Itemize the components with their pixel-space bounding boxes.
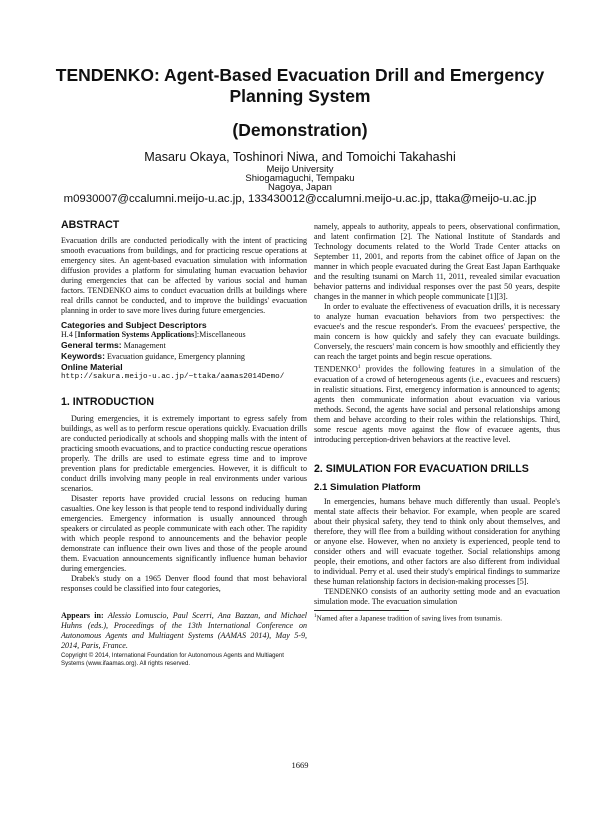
- affiliation-line: Shiogamaguchi, Tempaku: [245, 173, 355, 184]
- categories-block: [61, 320, 307, 382]
- categories-heading: Categories and Subject Descriptors: [61, 320, 207, 330]
- copyright-notice: Copyright © 2014, International Foundation for Autonomous Agents and Multiagent Systems (www.ifaamas.org). All rights reserved.: [61, 652, 284, 667]
- affiliation-line: Meijo University: [266, 164, 334, 175]
- online-material-heading: Online Material: [61, 362, 123, 372]
- footnote: [314, 612, 560, 622]
- intro-paragraph: Drabek's study on a 1965 Denver flood found that most behavioral responses could be classified into four categories,: [61, 574, 307, 593]
- appears-in-citation: Alessio Lomuscio, Paul Scerri, Ana Bazzan, and Michael Huhns (eds.), Proceedings of the 13th International Conference on Autonomous Agents and Multiagent Systems (AAMAS 2014), May 5-9, 2014, Paris, France.: [61, 611, 308, 650]
- online-material-url[interactable]: http://sakura.meijo-u.ac.jp/~ttaka/aamas2014Demo/: [61, 373, 285, 381]
- author-emails: m0930007@ccalumni.meijo-u.ac.jp, 133430012@ccalumni.meijo-u.ac.jp, ttaka@meijo-u.ac.jp: [63, 193, 537, 205]
- appears-in-lead: Appears in:: [61, 611, 104, 620]
- appears-in-text: [61, 611, 307, 651]
- category-code: H.4 [: [61, 330, 78, 339]
- paper-title: TENDENKO: Agent-Based Evacuation Drill and Emergency Planning System: [55, 65, 545, 106]
- keywords-heading: Keywords:: [61, 351, 105, 361]
- footnote-mark: 1: [314, 613, 317, 619]
- intro-paragraph: During emergencies, it is extremely important to egress safely from buildings, as well as to perform rescue operations quickly. Evacuation drills are conducted periodically at schools and shopping malls with the intent of practicing smooth evacuations, and to practice conducting rescue operations properly. The drills are used to estimate egress time and to improve prevention plans for predictable emergencies. However, it is difficult to conduct drills involving many people in real environments under various scenarios.: [61, 414, 307, 493]
- abstract-heading: ABSTRACT: [61, 219, 120, 231]
- footnote-ref[interactable]: 1: [357, 364, 361, 370]
- tendenko-name: TENDENKO: [314, 364, 358, 374]
- page-number: 1669: [291, 760, 309, 770]
- keywords-line: [61, 351, 307, 362]
- general-terms-value: Management: [123, 341, 166, 350]
- keywords-value: Evacuation guidance, Emergency planning: [106, 352, 245, 361]
- affiliation-line: Nagoya, Japan: [268, 182, 332, 193]
- left-column: [61, 219, 307, 668]
- subsection-2-1-heading: 2.1 Simulation Platform: [314, 481, 421, 493]
- category-name: Information Systems Applications: [77, 330, 195, 339]
- category-rest: ]:Miscellaneous: [194, 330, 246, 339]
- section-2-heading: 2. SIMULATION FOR EVACUATION DRILLS: [314, 462, 529, 475]
- intro-paragraph: Disaster reports have provided crucial lessons on reducing human casualties. One key lesson is that people tend to respond individually during emergencies. Emergency information is usually announced through speakers or circulated as people communicate with each other. The rapidity with which people respond to announcements and the behavior people demonstrate can influence their own lives and those of the people around them. Evacuation announcements significantly influence human behavior during emergencies.: [61, 494, 307, 573]
- body-paragraph: [314, 362, 560, 445]
- body-paragraph: In emergencies, humans behave much differently than usual. People's mental state affects their behavior. For example, when people are scared about their physical safety, they tend to think only about themselves, and therefore, they will flee from a building without consideration for anything or anyone else. However, when no anxiety is experienced, people tend to consider others and will evacuate together. Social relationships among people, their emotions, and other factors are also different from individual to individual. Perry et al. used their study's empirical findings to summarize these human relationship factors in decision-making processes [5].: [314, 496, 560, 586]
- footnote-text: Named after a Japanese tradition of saving lives from tsunamis.: [316, 613, 503, 623]
- footnote-separator: [314, 610, 409, 611]
- right-column: [314, 222, 560, 622]
- body-paragraph: namely, appeals to authority, appeals to peers, observational confirmation, and latent confirmation [2]. The National Institute of Standards and Technology documents related to the World Trade Center attacks on September 11, 2001, and reports from the cabinet office of Japan on the manner in which people evacuated during the Great East Japan Earthquake and the resulting tsunami on March 11, 2011, revealed similar evacuation behavior patterns and individual responses over the past 50 years, despite changes in the manner in which people communicate [1][3].: [314, 222, 560, 301]
- body-paragraph: TENDENKO consists of an authority setting mode and an evacuation simulation mode. The evacuation simulation: [314, 586, 560, 606]
- general-terms-heading: General terms:: [61, 340, 122, 350]
- categories-line: [61, 330, 307, 340]
- author-list: Masaru Okaya, Toshinori Niwa, and Tomoichi Takahashi: [144, 150, 456, 164]
- body-paragraph-text: provides the following features in a simulation of the evacuation of a crowd of heterogeneous agents (i.e., evacuees and rescuers) in realistic situations. First, emergency information is announced to agents; agents then communicate information about evacuation via various methods. Second, the agents have social and personal relationships among them and behave according to their roles within the relationships. Third, some rescue agents move against the flow of evacuee agents, thus introducing perception-driven behaviors at the reactive level.: [314, 364, 560, 444]
- introduction-heading: 1. INTRODUCTION: [61, 396, 154, 408]
- appears-in-block: [61, 611, 307, 668]
- body-paragraph: In order to evaluate the effectiveness of evacuation drills, it is necessary to analyze human evacuation behaviors from two perspectives: the evacuee's and the rescue responder's. From the evacuees' perspective, the main concern is how quickly and safely they can evacuate buildings. Conversely, the rescuers' main concern is how smoothly and efficiently they can reach the target points and begin rescue operations.: [314, 302, 560, 361]
- general-terms-line: [61, 340, 307, 351]
- paper-subtitle: (Demonstration): [232, 120, 368, 140]
- abstract-text: Evacuation drills are conducted periodically with the intent of practicing smooth evacuations from buildings, and for practicing rescue operations at emergency sites. An agent-based evacuation simulation with information diffusion provides a platform for simulating human evacuation behavior during emergencies that can be affected by various social and human factors. TENDENKO aims to conduct evacuation drills at buildings where real drills cannot be conducted, and to improve the buildings' evacuation planning in order to save more lives during future emergencies.: [61, 236, 307, 315]
